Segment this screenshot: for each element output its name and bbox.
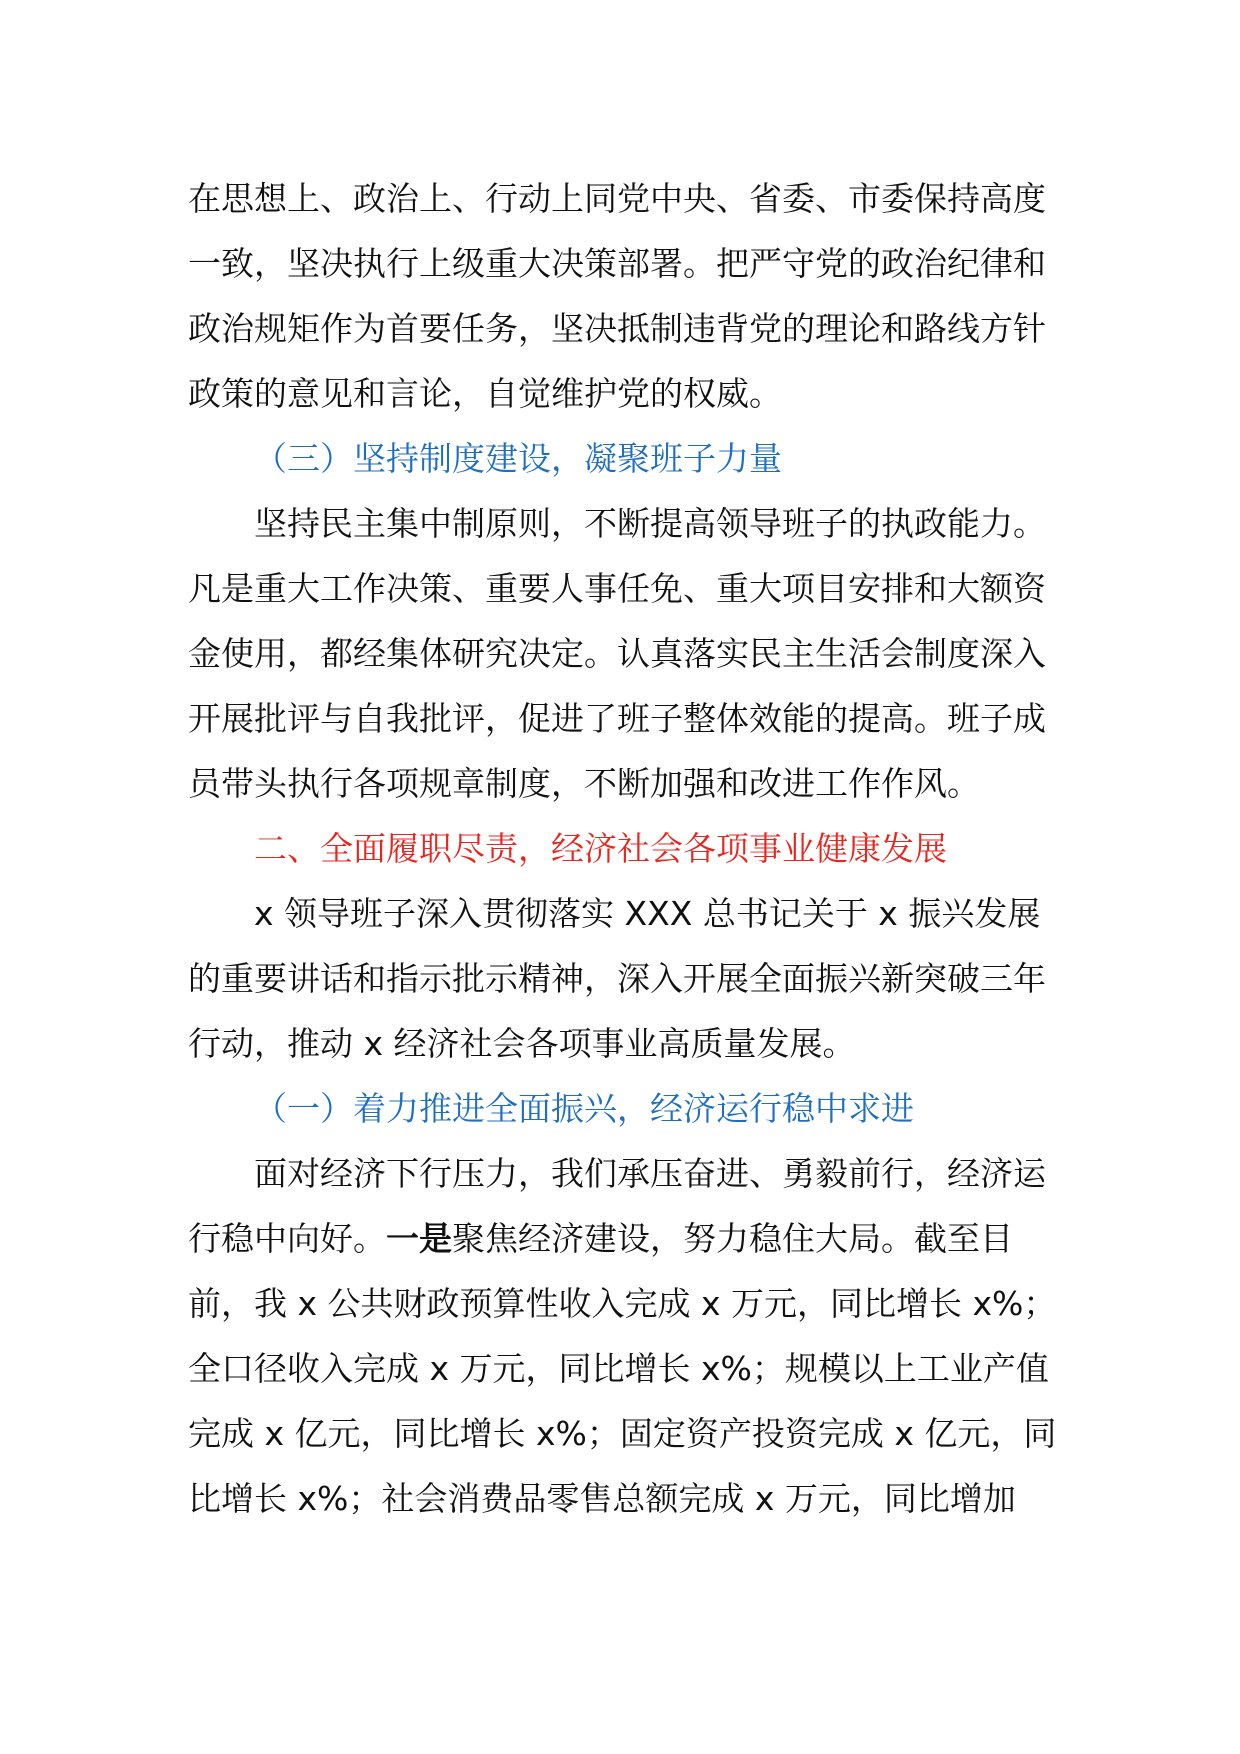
paragraph-economy xyxy=(188,1141,1068,1531)
paragraph-economy-bold: 一是 xyxy=(386,1219,452,1258)
document-body xyxy=(188,166,1068,1531)
paragraph-economy-rest: 聚焦经济建设，努力稳住大局。截至目前，我 x 公共财政预算性收入完成 x 万元，同比增长 x%；全口径收入完成 x 万元，同比增长 x%；规模以上工业产值完成 x 亿元，同比增长 x%；固定资产投资完成 x 亿元，同比增长 x%；社会消费品零售总额完成 x 万元，同比增加 xyxy=(188,1219,1057,1518)
subheading-3: （三）坚持制度建设，凝聚班子力量 xyxy=(254,439,782,478)
paragraph-section-intro: x 领导班子深入贯彻落实 XXX 总书记关于 x 振兴发展的重要讲话和指示批示精神，深入开展全面振兴新突破三年行动，推动 x 经济社会各项事业高质量发展。 xyxy=(188,894,1046,1063)
subheading-1: （一）着力推进全面振兴，经济运行稳中求进 xyxy=(254,1089,914,1128)
paragraph-economy-start: 面对经济下行压力，我们承压奋进、勇毅前行，经济运行稳中向好。 xyxy=(188,1154,1046,1258)
section-heading-2: 二、全面履职尽责，经济社会各项事业健康发展 xyxy=(254,829,947,868)
paragraph-continued: 在思想上、政治上、行动上同党中央、省委、市委保持高度一致，坚决执行上级重大决策部署。把严守党的政治纪律和政治规矩作为首要任务，坚决抵制违背党的理论和路线方针政策的意见和言论，自觉维护党的权威。 xyxy=(188,179,1046,413)
paragraph-institution: 坚持民主集中制原则，不断提高领导班子的执政能力。凡是重大工作决策、重要人事任免、重大项目安排和大额资金使用，都经集体研究决定。认真落实民主生活会制度深入开展批评与自我批评，促进了班子整体效能的提高。班子成员带头执行各项规章制度，不断加强和改进工作作风。 xyxy=(188,504,1046,803)
